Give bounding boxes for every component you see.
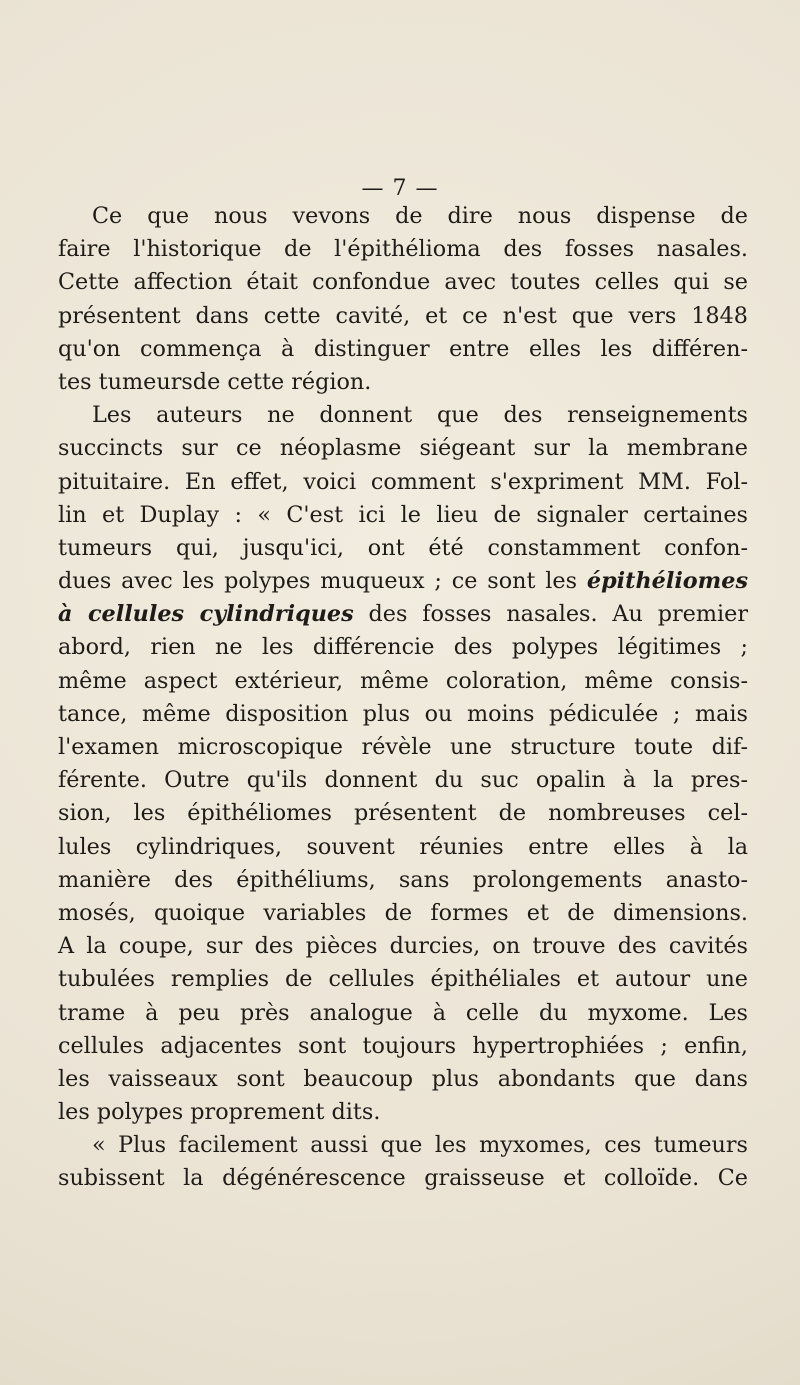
text-line: Les auteurs ne donnent que des renseignements	[92, 402, 748, 429]
text-line: trame à peu près analogue à celle du myxome. Les	[58, 999, 748, 1026]
text-line: faire l'historique de l'épithélioma des fosses nasales.	[58, 236, 748, 263]
body-text	[58, 200, 748, 1196]
text-line: cellules adjacentes sont toujours hypertrophiées ; enfin,	[58, 1032, 748, 1059]
text-line: « Plus facilement aussi que les myxomes, ces tumeurs	[92, 1132, 748, 1159]
text-line: tance, même disposition plus ou moins pédiculée ; mais	[58, 700, 748, 727]
text-line: subissent la dégénérescence graisseuse et colloïde. Ce	[58, 1165, 748, 1192]
text-line: Cette affection était confondue avec toutes celles qui se	[58, 269, 748, 296]
text-line: férente. Outre qu'ils donnent du suc opalin à la pres-	[58, 767, 748, 794]
text-line: A la coupe, sur des pièces durcies, on trouve des cavités	[58, 933, 748, 960]
text-line	[58, 565, 748, 598]
text-line: pituitaire. En effet, voici comment s'expriment MM. Fol-	[58, 468, 748, 495]
text-line: présentent dans cette cavité, et ce n'est que vers 1848	[58, 302, 748, 329]
text-line	[58, 598, 748, 631]
italic-term: à cellules cylindriques	[58, 601, 354, 628]
text-line: sion, les épithéliomes présentent de nombreuses cel-	[58, 800, 748, 827]
text-line: l'examen microscopique révèle une structure toute dif-	[58, 734, 748, 760]
text-line: manière des épithéliums, sans prolongements anasto-	[58, 866, 748, 893]
text-line: tumeurs qui, jusqu'ici, ont été constamment confon-	[58, 534, 748, 561]
text-line: tes tumeursde cette région.	[58, 368, 372, 395]
page-number: — 7 —	[361, 176, 439, 201]
italic-term: épithéliomes	[586, 568, 748, 595]
text-line: abord, rien ne les différencie des polypes légitimes ;	[58, 634, 748, 661]
text-segment: dues avec les polypes muqueux ; ce sont les	[58, 568, 587, 595]
text-line: succincts sur ce néoplasme siégeant sur la membrane	[58, 435, 748, 462]
text-line: les polypes proprement dits.	[58, 1099, 381, 1126]
text-segment: des fosses nasales. Au premier	[353, 601, 748, 628]
text-line: lules cylindriques, souvent réunies entre elles à la	[58, 833, 748, 860]
text-line: Ce que nous vevons de dire nous dispense de	[92, 203, 748, 229]
text-line: tubulées remplies de cellules épithéliales et autour une	[58, 966, 748, 993]
text-line: mosés, quoique variables de formes et de dimensions.	[58, 899, 748, 926]
text-line: qu'on commença à distinguer entre elles les différen-	[58, 335, 748, 362]
text-line: les vaisseaux sont beaucoup plus abondants que dans	[58, 1065, 748, 1092]
text-line: même aspect extérieur, même coloration, même consis-	[58, 667, 748, 694]
text-line: lin et Duplay : « C'est ici le lieu de signaler certaines	[58, 501, 748, 528]
